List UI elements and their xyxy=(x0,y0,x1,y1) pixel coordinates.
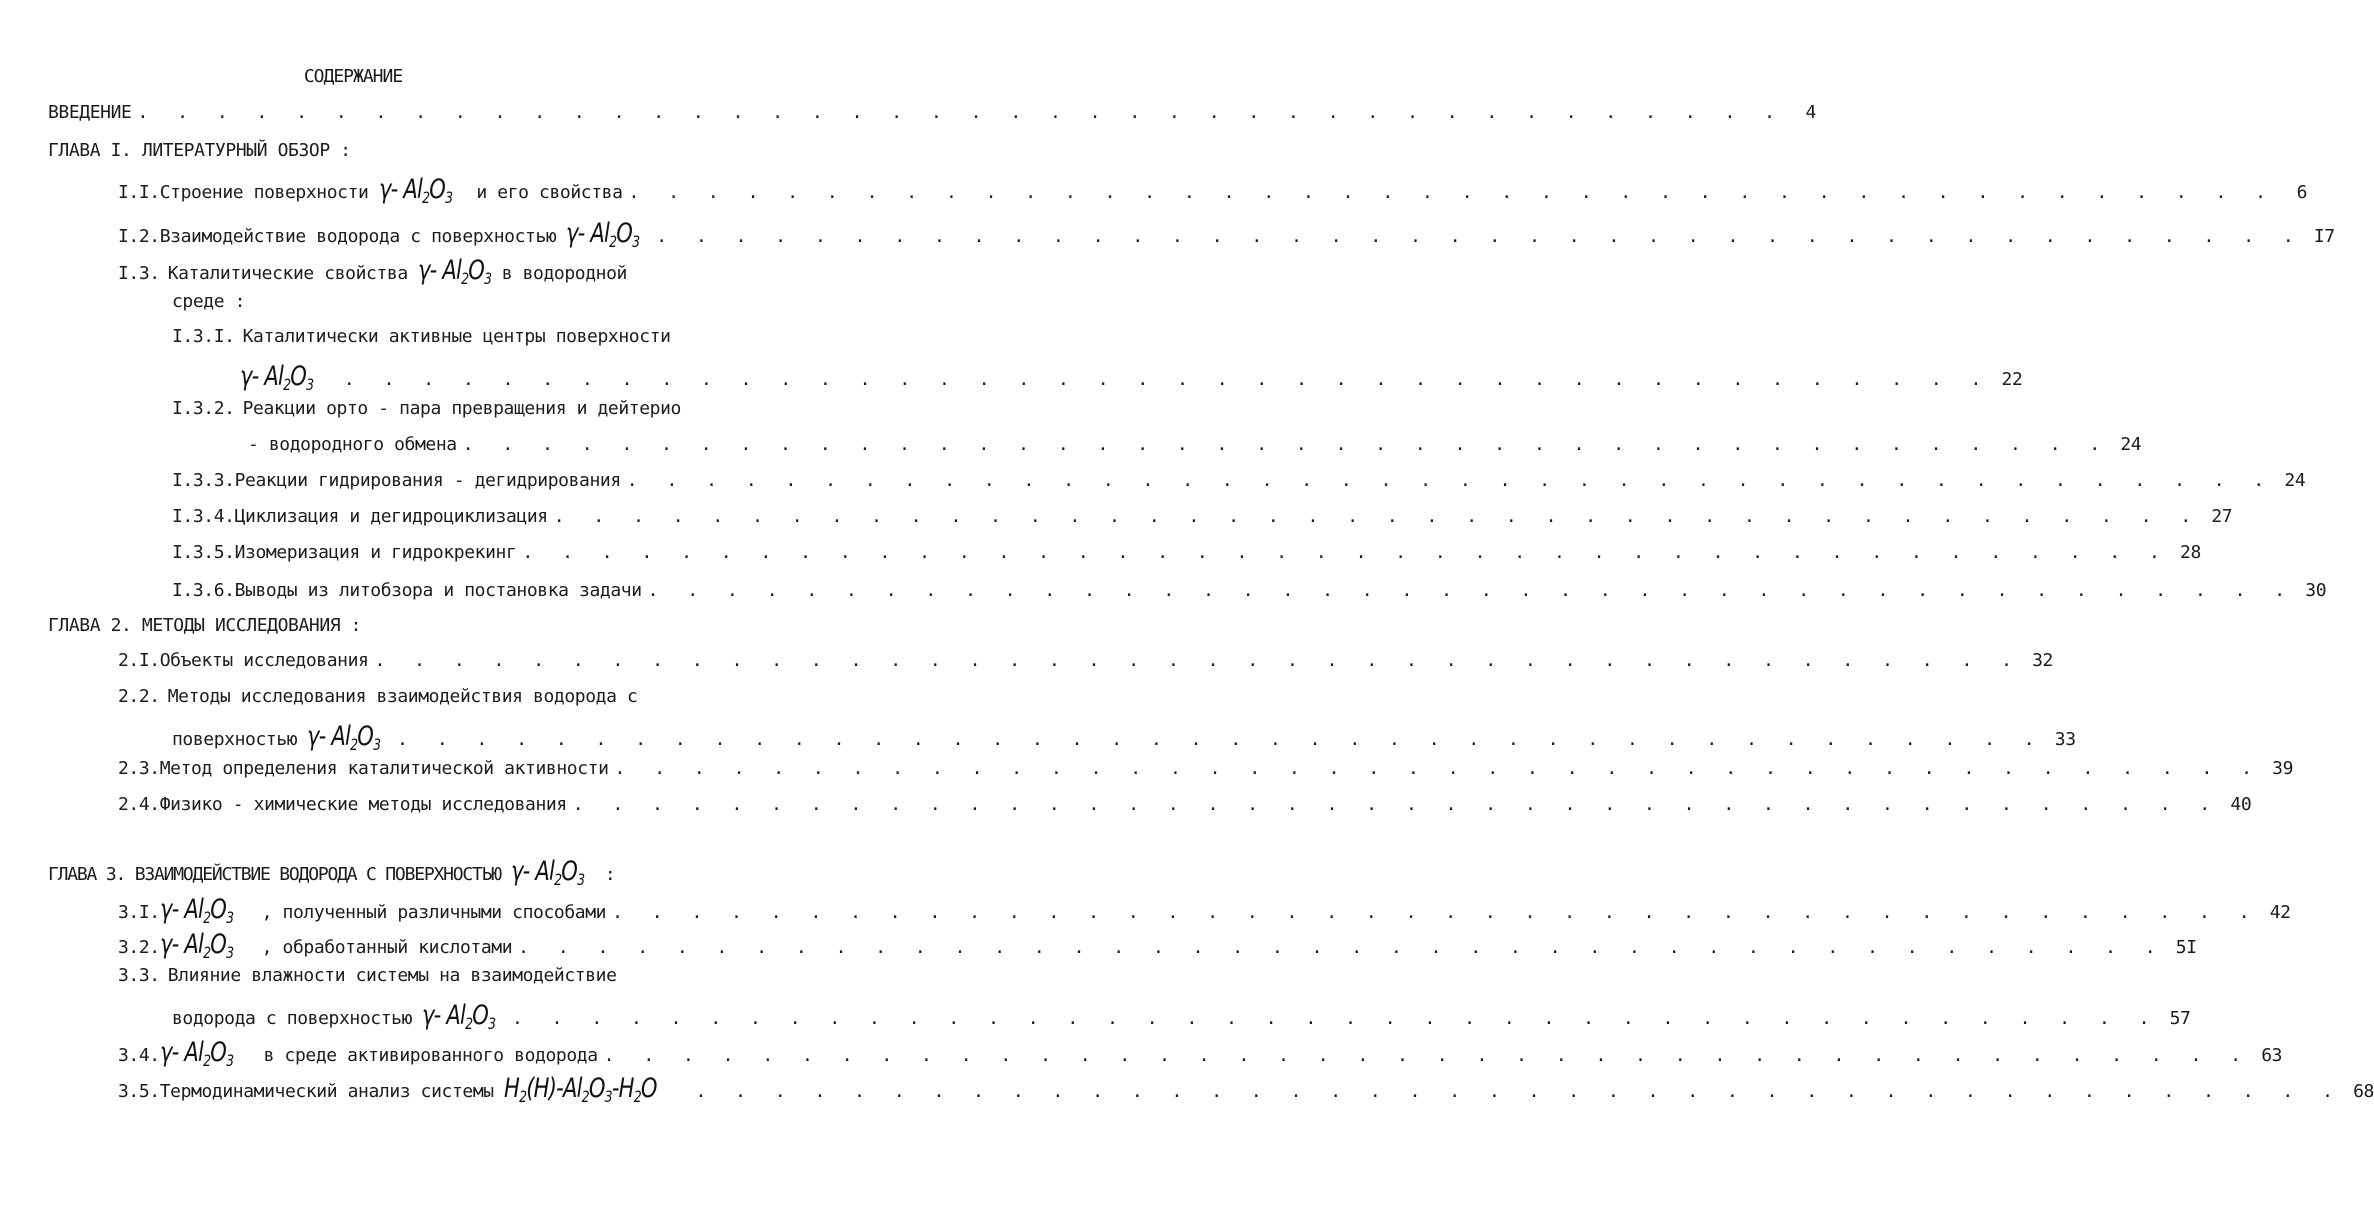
section-number: 3.I. xyxy=(118,902,160,923)
toc-entry-1-3-6[interactable] xyxy=(172,580,2327,610)
section-number: 2.I. xyxy=(118,650,160,671)
formula-gamma-alumina: γ- $Al_2O_3$ xyxy=(159,894,234,927)
section-number: 2.3. xyxy=(118,758,160,779)
entry-text: , полученный различными способами xyxy=(261,902,607,923)
leader-dots: . . . . . . . . . . . . . . . . . . . . . . . . . . . . . . . . . . . . . . . . . . xyxy=(137,102,1784,123)
toc-entry-2-2-continued[interactable] xyxy=(172,721,2076,754)
leader-dots: . . . . . . . . . . . . . . . . . . . . . . . . . . . . . . . . . . . . . . . . . . xyxy=(518,937,2165,958)
formula-gamma-alumina: γ- $Al_2O_3$ xyxy=(422,1000,496,1033)
entry-text: Термодинамический анализ системы xyxy=(159,1081,494,1102)
toc-entry-3-5[interactable] xyxy=(118,1073,2374,1106)
toc-entry-3-4[interactable] xyxy=(118,1037,2283,1070)
section-number: 2.4. xyxy=(118,794,160,815)
toc-entry-1-3-5[interactable] xyxy=(172,542,2201,572)
formula-gamma-alumina: γ- $Al_2O_3$ xyxy=(510,856,585,889)
toc-entry-2-3[interactable] xyxy=(118,758,2294,788)
entry-text: Изомеризация и гидрокрекинг xyxy=(234,542,517,563)
entry-text: Каталитически активные центры поверхности xyxy=(242,326,671,347)
toc-entry-2-4[interactable] xyxy=(118,794,2252,824)
toc-chapter-3[interactable] xyxy=(48,856,748,889)
page-number: 39 xyxy=(2272,758,2294,779)
section-number: I.3.6. xyxy=(172,580,235,601)
page-number: 24 xyxy=(2284,470,2306,491)
leader-dots: . . . . . . . . . . . . . . . . . . . . . . . . . . . . . . . . . . . . . . . . . . xyxy=(462,434,2110,455)
formula-gamma-alumina: γ- $Al_2O_3$ xyxy=(159,1037,234,1070)
entry-text: Реакции гидрирования - дегидрирования xyxy=(234,470,621,491)
entry-text: Методы исследования взаимодействия водорода с xyxy=(167,686,638,707)
toc-entry-introduction[interactable] xyxy=(48,102,1816,132)
entry-text-line2: среде : xyxy=(172,291,246,312)
section-number: 3.3. xyxy=(118,965,160,986)
leader-dots: . . . . . . . . . . . . . . . . . . . . . . . . . . . . . . . . . . . . . . . . . . xyxy=(522,542,2169,563)
section-number: I.3. xyxy=(118,263,160,284)
entry-text-line2: - водородного обмена xyxy=(248,434,457,455)
entry-text-after: : xyxy=(604,864,616,885)
section-number: 3.2. xyxy=(118,937,160,958)
entry-text-line2: поверхностью xyxy=(172,729,298,750)
page-number: 68 xyxy=(2353,1081,2374,1102)
page-title: СОДЕРЖАНИЕ xyxy=(303,66,403,87)
entry-text: ВВЕДЕНИЕ xyxy=(48,102,132,123)
toc-entry-1-3-4[interactable] xyxy=(172,506,2233,536)
formula-gamma-alumina: γ- $Al_2O_3$ xyxy=(566,218,640,251)
toc-entry-1-2[interactable] xyxy=(118,218,2335,251)
entry-text: Взаимодействие водорода с поверхностью xyxy=(159,226,557,247)
toc-entry-3-1[interactable] xyxy=(118,894,2291,927)
section-number: I.3.3. xyxy=(172,470,235,491)
leader-dots: . . . . . . . . . . . . . . . . . . . . . . . . . . . . . . . . . . . . . . . . . . xyxy=(626,470,2274,491)
section-number: I.2. xyxy=(118,226,160,247)
toc-entry-1-3-continued xyxy=(172,291,772,321)
leader-dots: . . . . . . . . . . . . . . . . . . . . . . . . . . . . . . . . . . . . . . . . . . xyxy=(572,794,2220,815)
page-number: 42 xyxy=(2269,902,2291,923)
page-number: 24 xyxy=(2120,434,2142,455)
section-number: I.3.2. xyxy=(172,398,235,419)
entry-text: Строение поверхности xyxy=(159,182,369,203)
entry-text: Реакции орто - пара превращения и дейтерио xyxy=(242,398,681,419)
entry-text: Физико - химические методы исследования xyxy=(159,794,567,815)
entry-text-after: и его свойства xyxy=(476,182,623,203)
formula-hydrogen-alumina-water-system: $H_2(H)-Al_2O_3-H_2O$ xyxy=(503,1073,657,1106)
toc-entry-3-2[interactable] xyxy=(118,929,2197,962)
toc-chapter-1[interactable] xyxy=(48,140,748,170)
page-number: 5I xyxy=(2175,937,2197,958)
page-number: 33 xyxy=(2054,729,2076,750)
toc-chapter-2[interactable] xyxy=(48,615,748,645)
page-number: 4 xyxy=(1805,102,1816,123)
page-number: I7 xyxy=(2313,226,2335,247)
section-number: I.3.I. xyxy=(172,326,235,347)
chapter-heading: ГЛАВА I. ЛИТЕРАТУРНЫЙ ОБЗОР : xyxy=(48,140,351,161)
toc-entry-1-3-2[interactable] xyxy=(172,398,776,428)
formula-gamma-alumina: γ- $Al_2O_3$ xyxy=(159,929,234,962)
toc-entry-1-3-2-continued[interactable] xyxy=(248,434,2142,464)
page-number: 57 xyxy=(2169,1008,2191,1029)
entry-text: Циклизация и дегидроциклизация xyxy=(234,506,548,527)
entry-text-line2: водорода с поверхностью xyxy=(172,1008,413,1029)
page-number: 6 xyxy=(2296,182,2308,203)
toc-entry-2-1[interactable] xyxy=(118,650,2053,680)
entry-text-after: в водородной xyxy=(501,263,627,284)
section-number: I.3.5. xyxy=(172,542,235,563)
page-number: 32 xyxy=(2032,650,2053,671)
formula-gamma-alumina: γ- $Al_2O_3$ xyxy=(240,361,314,394)
section-number: 3.5. xyxy=(118,1081,160,1102)
section-number: I.3.4. xyxy=(172,506,235,527)
entry-text: Метод определения каталитической активности xyxy=(159,758,609,779)
entry-text: Объекты исследования xyxy=(159,650,369,671)
leader-dots: . . . . . . . . . . . . . . . . . . . . . . . . . . . . . . . . . . . . . . . . . . xyxy=(511,1008,2159,1029)
leader-dots: . . . . . . . . . . . . . . . . . . . . . . . . . . . . . . . . . . . . . . . . . . xyxy=(603,1045,2251,1066)
leader-dots: . . . . . . . . . . . . . . . . . . . . . . . . . . . . . . . . . . . . . . . . . . xyxy=(343,369,1991,390)
entry-text: Выводы из литобзора и постановка задачи xyxy=(234,580,642,601)
entry-text: Влияние влажности системы на взаимодействие xyxy=(167,965,617,986)
entry-text: , обработанный кислотами xyxy=(261,937,513,958)
toc-entry-3-3[interactable] xyxy=(118,965,776,995)
leader-dots: . . . . . . . . . . . . . . . . . . . . . . . . . . . . . . . . . . . . . . . . . . xyxy=(614,758,2262,779)
leader-dots: . . . . . . . . . . . . . . . . . . . . . . . . . . . . . . . . . . . . . . . . . . xyxy=(628,182,2276,203)
toc-entry-1-3-3[interactable] xyxy=(172,470,2306,500)
leader-dots: . . . . . . . . . . . . . . . . . . . . . . . . . . . . . . . . . . . . . . . . . . xyxy=(695,1081,2342,1102)
toc-entry-2-2[interactable] xyxy=(118,686,776,716)
section-number: 2.2. xyxy=(118,686,160,707)
formula-gamma-alumina: γ- $Al_2O_3$ xyxy=(307,721,381,754)
toc-entry-3-3-continued[interactable] xyxy=(172,1000,2191,1033)
leader-dots: . . . . . . . . . . . . . . . . . . . . . . . . . . . . . . . . . . . . . . . . . . xyxy=(553,506,2201,527)
leader-dots: . . . . . . . . . . . . . . . . . . . . . . . . . . . . . . . . . . . . . . . . . . xyxy=(647,580,2295,601)
page-number: 28 xyxy=(2180,542,2201,563)
section-number: I.I. xyxy=(118,182,160,203)
leader-dots: . . . . . . . . . . . . . . . . . . . . . . . . . . . . . . . . . . . . . . . . . . xyxy=(656,226,2303,247)
entry-text: Каталитические свойства xyxy=(167,263,408,284)
entry-text: в среде активированного водорода xyxy=(263,1045,598,1066)
toc-entry-1-3[interactable] xyxy=(118,255,776,288)
page-number: 27 xyxy=(2211,506,2233,527)
leader-dots: . . . . . . . . . . . . . . . . . . . . . . . . . . . . . . . . . . . . . . . . . . xyxy=(612,902,2259,923)
toc-entry-1-3-1-continued[interactable] xyxy=(240,361,2023,394)
leader-dots: . . . . . . . . . . . . . . . . . . . . . . . . . . . . . . . . . . . . . . . . . . xyxy=(397,729,2044,750)
toc-entry-1-1[interactable] xyxy=(118,174,2308,207)
toc-entry-1-3-1[interactable] xyxy=(172,326,776,356)
chapter-heading: ГЛАВА 2. МЕТОДЫ ИССЛЕДОВАНИЯ : xyxy=(48,615,362,636)
page-number: 30 xyxy=(2305,580,2327,601)
formula-gamma-alumina: γ- $Al_2O_3$ xyxy=(378,174,452,207)
page-number: 40 xyxy=(2230,794,2252,815)
chapter-heading: ГЛАВА 3. ВЗАИМОДЕЙСТВИЕ ВОДОРОДА С ПОВЕРХНОСТЬЮ xyxy=(48,864,501,885)
section-number: 3.4. xyxy=(118,1045,160,1066)
formula-gamma-alumina: γ- $Al_2O_3$ xyxy=(417,255,492,288)
leader-dots: . . . . . . . . . . . . . . . . . . . . . . . . . . . . . . . . . . . . . . . . . . xyxy=(374,650,2021,671)
page-number: 22 xyxy=(2001,369,2023,390)
page-number: 63 xyxy=(2261,1045,2283,1066)
